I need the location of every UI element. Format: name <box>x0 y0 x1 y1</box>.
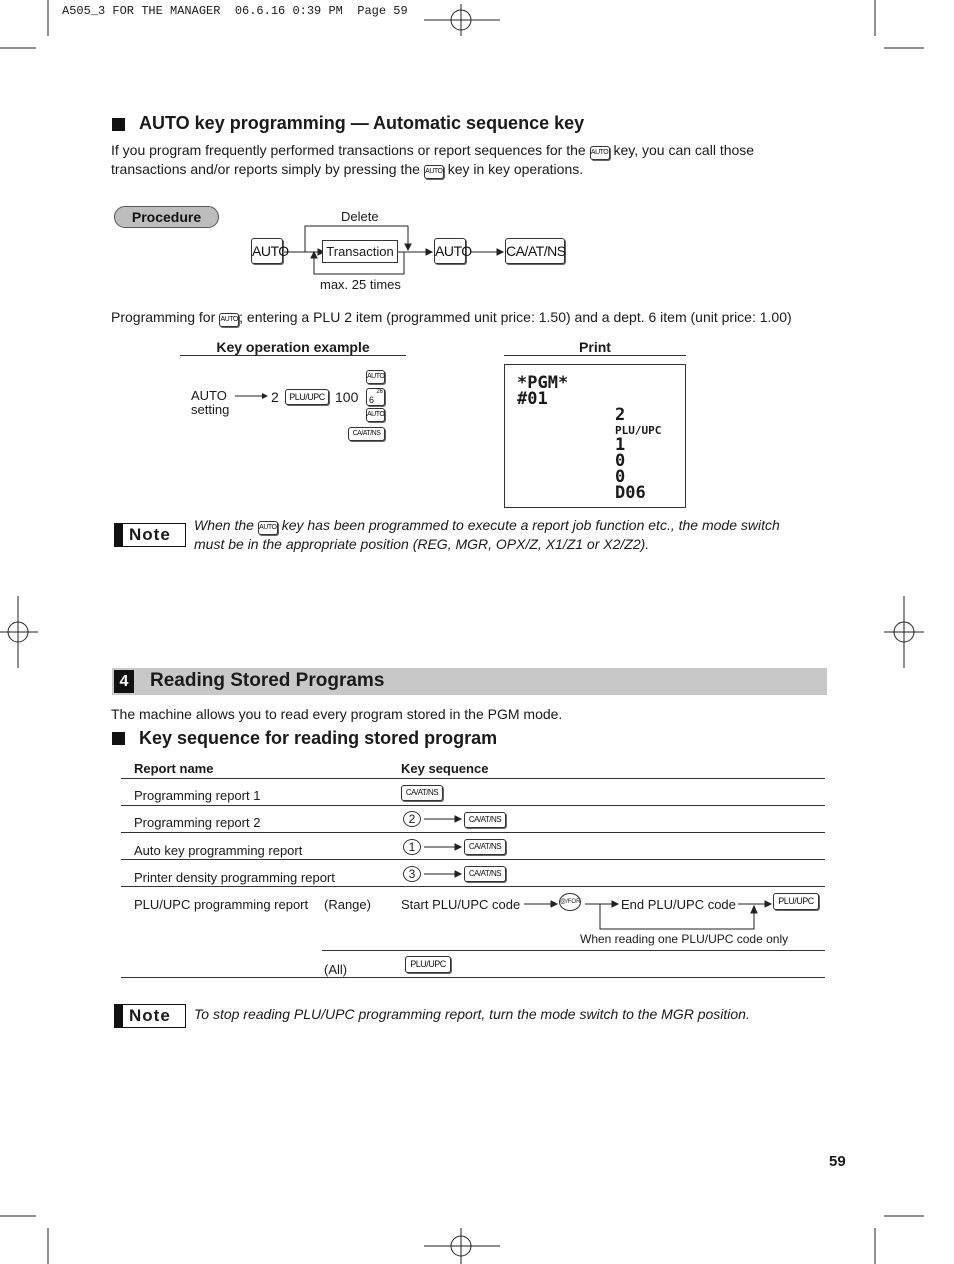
auto-key-icon: AUTO <box>219 313 239 327</box>
at-for-key-icon: @/FOR <box>559 893 581 911</box>
plu-key-icon: PLU/UPC <box>405 956 451 973</box>
table-rule-bottom <box>121 977 825 978</box>
dept6-key-num: 6 <box>369 395 375 405</box>
table-rule-5 <box>322 950 825 951</box>
receipt-line-plu: PLU/UPC <box>615 424 662 437</box>
dept6-key-sup: 26 <box>376 389 383 395</box>
plu-start-label: Start PLU/UPC code <box>401 897 521 912</box>
note-badge <box>114 1004 186 1028</box>
note-2-text: To stop reading PLU/UPC programming report, turn the mode switch to the MGR position. <box>194 1006 750 1022</box>
intro-text-1a: If you program frequently performed transactions or report sequences for the <box>111 142 586 158</box>
read-subtitle: Key sequence for reading stored program <box>139 728 498 748</box>
transaction-label: Transaction <box>326 244 394 259</box>
receipt-line-1: 1 <box>615 435 626 455</box>
receipt-line-2: 2 <box>615 405 626 425</box>
plu-range-label: (Range) <box>324 897 371 912</box>
intro-text-1b: key, you can call those <box>613 142 755 158</box>
key-operation-title: Key operation example <box>216 339 370 355</box>
intro-text-2a: transactions and/or reports simply by pressing the <box>111 161 420 177</box>
auto-setting-label-1: AUTO <box>191 388 227 403</box>
section-number: 4 <box>119 673 129 690</box>
print-title: Print <box>579 339 611 355</box>
delete-label: Delete <box>341 209 379 224</box>
programming-text-b: ; entering a PLU 2 item (programmed unit price: 1.50) and a dept. 6 item (unit price: 1.00) <box>239 309 792 325</box>
auto-key-icon: AUTO <box>424 165 444 179</box>
intro-text-2b: key in key operations. <box>447 161 584 177</box>
caatns-key-button: CA/AT/NS <box>505 238 565 264</box>
plu-key-icon: PLU/UPC <box>773 893 819 910</box>
caatns-key-icon: CA/AT/NS <box>401 785 443 801</box>
programming-text-a: Programming for <box>111 309 216 325</box>
auto-key-icon: AUTO <box>590 146 610 160</box>
read-intro: The machine allows you to read every program stored in the PGM mode. <box>111 706 563 722</box>
col-key-sequence: Key sequence <box>401 761 489 776</box>
plu-row-name: PLU/UPC programming report <box>134 897 309 912</box>
row-3-name: Auto key programming report <box>134 843 303 858</box>
section-title-read: Reading Stored Programs <box>150 670 385 691</box>
receipt-line-0a: 0 <box>615 451 626 471</box>
page-number: 59 <box>829 1153 846 1170</box>
procedure-label: Procedure <box>131 209 202 225</box>
row-4-name: Printer density programming report <box>134 870 335 885</box>
example-num-2: 2 <box>271 389 279 405</box>
receipt-line-0b: 0 <box>615 467 626 487</box>
auto-key-icon: AUTO <box>366 408 385 422</box>
plu-when-one-label: When reading one PLU/UPC code only <box>580 932 789 946</box>
receipt-line-d06: D06 <box>615 483 646 503</box>
row-2-name: Programming report 2 <box>134 815 261 830</box>
digit-key-icon: 3 <box>403 866 421 882</box>
digit-key-icon: 1 <box>403 839 421 855</box>
section-title-auto: AUTO key programming — Automatic sequence key <box>139 113 585 133</box>
auto-key-button-2: AUTO <box>434 238 466 264</box>
note-text-1a: When the <box>194 517 254 533</box>
caatns-key-icon: CA/AT/NS <box>348 427 385 441</box>
example-num-100: 100 <box>335 389 359 405</box>
digit-key-icon: 2 <box>403 811 421 827</box>
note-label: Note <box>129 525 171 544</box>
plu-key-icon: PLU/UPC <box>285 389 329 405</box>
plu-end-label: End PLU/UPC code <box>621 897 736 912</box>
col-report-name: Report name <box>134 761 214 776</box>
auto-key-icon: AUTO <box>366 370 385 384</box>
auto-setting-label-2: setting <box>191 402 230 417</box>
note-text-1b: key has been programmed to execute a report job function etc., the mode switch <box>281 517 780 533</box>
note-badge-bar <box>115 1005 123 1027</box>
auto-key-button: AUTO <box>251 238 283 264</box>
caatns-key-icon: CA/AT/NS <box>464 812 506 828</box>
caatns-key-icon: CA/AT/NS <box>464 839 506 855</box>
max-times-label: max. 25 times <box>320 277 401 292</box>
print-slug: A505_3 FOR THE MANAGER 06.6.16 0:39 PM Page 59 <box>62 4 408 18</box>
plu-all-label: (All) <box>324 962 348 977</box>
note-1-line-2: must be in the appropriate position (REG, MGR, OPX/Z, X1/Z1 or X2/Z2). <box>194 536 650 552</box>
receipt-line-pgm: *PGM* <box>517 373 569 393</box>
row-1-name: Programming report 1 <box>134 788 261 803</box>
auto-key-icon: AUTO <box>258 521 278 535</box>
receipt-line-01: #01 <box>517 389 548 409</box>
note-label: Note <box>129 1006 171 1025</box>
caatns-key-icon: CA/AT/NS <box>464 866 506 882</box>
